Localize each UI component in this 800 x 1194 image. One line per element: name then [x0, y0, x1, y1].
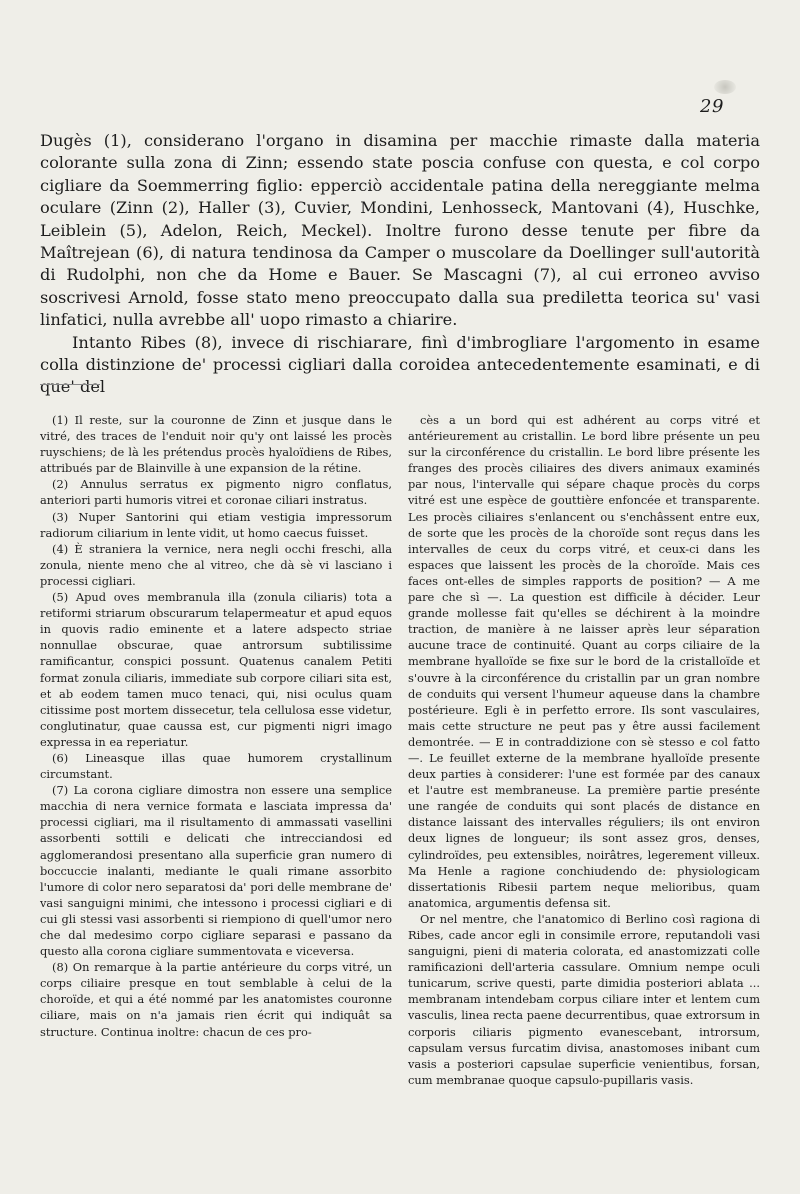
main-text — [40, 130, 760, 399]
main-paragraph: Intanto Ribes (8), invece di rischiarare, finì d'imbrogliare l'argomento in esame colla distinzione de' processi cigliari dalla coroidea antecedentemente esaminati, e di que' del — [40, 332, 760, 397]
page-number: 29 — [700, 96, 724, 117]
footnote-rule — [40, 384, 100, 385]
footnote: (5) Apud oves membranula illa (zonula ciliaris) tota a retiformi striarum obscurarum telapermeatur et apud equos in quovis radio eminente et a latere adspecto striae nonnullae obscurae, quae antrorsum subtilissime ramificantur, conspici possunt. Quatenus canalem Petiti format zonula ciliaris, immediate sub corpore ciliari sita est, et ab eodem tamen muco tenaci, qui, nisi oculus quam citissime post mortem dissecetur, tela cellulosa esse videtur, conglutinatur, quae caussa est, cur pigmenti nigri imago expressa in ea reperiatur. — [40, 590, 392, 749]
footnote: cès a un bord qui est adhérent au corps vitré et antérieurement au cristallin. Le bord libre présente un peu sur la circonférence du cristallin. Le bord libre présente les franges des procès ciliaires des divers animaux examinés par nous, l'intervalle qui sépare chaque procès du corps vitré est une espèce de gouttière enfoncée et transparente. Les procès ciliaires s'enlancent ou s'enchâssent entre eux, de sorte que les procès de la choroïde sont reçus dans les intervalles de ceux du corps vitré, et ceux-ci dans les espaces que laissent les procès de la choroïde. Mais ces faces ont-elles de simples rapports de position? — A me pare che sì —. La question est difficile à décider. Leur grande mollesse fait qu'elles se déchirent à la moindre traction, de manière à ne laisser après leur séparation aucune trace de continuité. Quant au corps ciliaire de la membrane hyalloïde se fixe sur le bord de la cristalloïde et s'ouvre à la circonférence du cristallin par un gran nombre de conduits qui versent l'humeur aqueuse dans la chambre postérieure. Egli è in perfetto errore. Ils sont vasculaires, mais cette structure ne peut pas y être aussi facilement demontrée. — E in contraddizione con sè stesso e col fatto —. Le feuillet externe de la membrane hyalloïde presente deux parties à considerer: l'une est formée par des canaux et l'autre est membraneuse. La première partie presénte une rangée de conduits qui sont placés de distance en distance laissant des intervalles réguliers; ils ont environ deux lignes de longueur; ils sont assez gros, denses, cylindroïdes, peu extensibles, noirâtres, legerement villeux. Ma Henle a ragione conchiudendo de: physiologicam dissertationis Ribesii partem neque melioribus, quam anatomica, argumentis defensa sit. — [408, 413, 760, 910]
footnote: (4) È straniera la vernice, nera negli occhi freschi, alla zonula, niente meno che al vitreo, che dà sè vi lasciano i processi cigliari. — [40, 541, 392, 588]
footnote: (1) Il reste, sur la couronne de Zinn et jusque dans le vitré, des traces de l'enduit noir qu'y ont laissé les procès ruyschiens; de là les prétendus procès hyaloïdiens de Ribes, attribués par de Blainville à une expansion de la rétine. — [40, 413, 392, 476]
footnote: (8) On remarque à la partie antérieure du corps vitré, un corps ciliaire presque en tout semblable à celui de la choroïde, et qui a été nommé par les anatomistes couronne ciliare, mais on n'a jamais rien écrit qui indiquât sa structure. Continua inoltre: chacun de ces pro- — [40, 960, 392, 1039]
footnote: (2) Annulus serratus ex pigmento nigro conflatus, anteriori parti humoris vitrei et coronae ciliari instratus. — [40, 477, 392, 508]
footnote: Or nel mentre, che l'anatomico di Berlino così ragiona di Ribes, cade ancor egli in consimile errore, reputandoli vasi sanguigni, pieni di materia colorata, ed anastomizzati colle ramificazioni dell'arteria cassulare. Omnium nempe oculi tunicarum, scrive questi, parte dimidia posteriori ablata ... membranam intendebam corpus ciliare inter et lentem cum vasculis, linea recta paene decurrentibus, quae extrorsum in corporis ciliaris pigmento evanescebant, introrsum, capsulam versus furcatim divisa, anastomoses inibant cum vasis a posteriori capsulae superficie venientibus, forsan, cum membranae quoque capsulo-pupillaris vasis. — [408, 911, 760, 1087]
footnotes-right-column — [408, 412, 760, 1088]
footnote: (6) Lineasque illas quae humorem crystallinum circumstant. — [40, 750, 392, 782]
footnote: (3) Nuper Santorini qui etiam vestigia impressorum radiorum ciliarium in lente vidit, ut homo caecus fuisset. — [40, 509, 392, 540]
footnotes-left-column — [40, 412, 392, 1088]
footnotes — [40, 412, 760, 1088]
footnote: (7) La corona cigliare dimostra non essere una semplice macchia di nera vernice formata e lasciata impressa da' processi cigliari, ma il risultamento di ammassati vasellini assorbenti sottili e delicati che intrecciandosi ed agglomerandosi presentano alla superficie gran numero di boccuccie inalanti, mediante le quali rimane assorbito l'umore di color nero separatosi da' pori delle membrane de' vasi sanguigni minimi, che intessono i processi cigliari e di cui gli stessi vasi assorbenti si riempiono di quell'umor nero che dal medesimo corpo cigliare separasi e passano da questo alla corona cigliare summentovata e viceversa. — [40, 783, 392, 959]
ink-smudge — [714, 80, 736, 94]
main-paragraph: Dugès (1), considerano l'organo in disamina per macchie rimaste dalla materia colorante sulla zona di Zinn; essendo state poscia confuse con questa, e col corpo cigliare da Soemmerring figlio: epperciò accidentale patina della nereggiante melma oculare (Zinn (2), Haller (3), Cuvier, Mondini, Lenhosseck, Mantovani (4), Huschke, Leiblein (5), Adelon, Reich, Meckel). Inoltre furono desse tenute per fibre da Maîtrejean (6), di natura tendinosa da Camper o muscolare da Doellinger sull'autorità di Rudolphi, non che da Home e Bauer. Se Mascagni (7), al cui erroneo avviso soscrivesi Arnold, fosse stato meno preoccupato dalla sua prediletta teorica su' vasi linfatici, nulla avrebbe all' uopo rimasto a chiarire. — [40, 131, 760, 330]
